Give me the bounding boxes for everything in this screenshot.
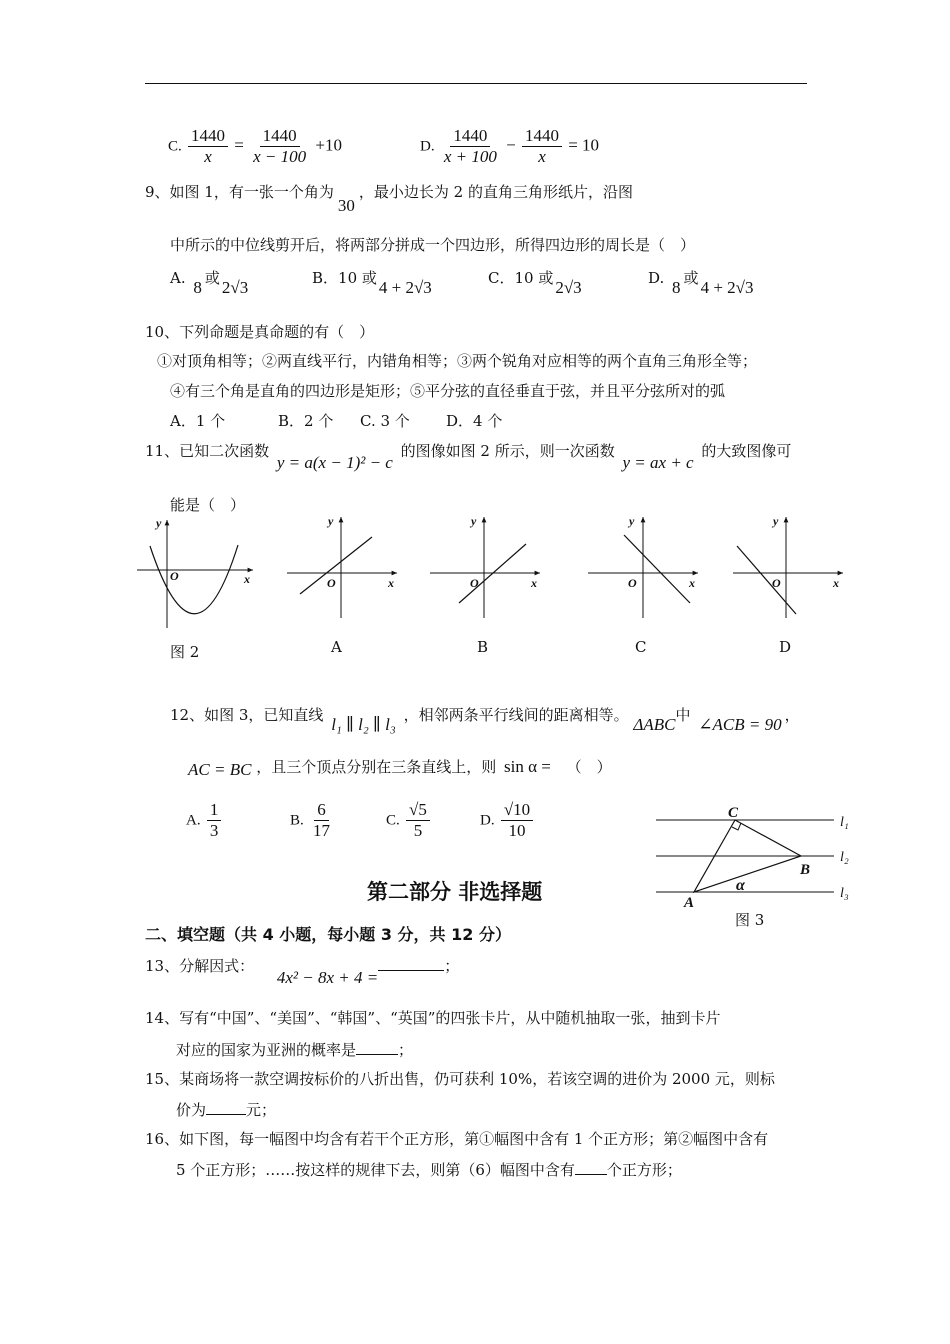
line-c (624, 535, 690, 603)
graph-b (430, 517, 540, 618)
label-l2: l₂ (840, 850, 849, 865)
q12-option-c: C. $\frac{√5}{5}$ (386, 800, 432, 841)
graph-d (733, 517, 843, 618)
part2-title: 第二部分 非选择题 (367, 880, 543, 904)
a-y-label: y (328, 514, 334, 528)
graph-c-label: C (635, 638, 647, 656)
q8-d-frac1: $\frac{1440}{x + 100}$ (443, 126, 497, 166)
vertex-a: A (684, 895, 695, 911)
graph-a-label: A (331, 638, 342, 656)
q14-line1: 14、写有“中国”、“美国”、“韩国”、“英国”的四张卡片，从中随机抽取一张，抽到卡片 (145, 1009, 721, 1027)
q16-line2: 5 个正方形；……按这样的规律下去，则第（6）幅图中含有 个正方形； (176, 1161, 682, 1179)
line-d (737, 546, 796, 614)
q12-parallel-lines: l₁ ∥ l₂ ∥ l₃ (331, 715, 396, 734)
fig3-caption: 图 3 (735, 911, 765, 929)
q11-line1: 11、已知二次函数 y = a(x − 1)² − c 的图像如图 2 所示，则一次函数 y = ax + c 的大致图像可 (145, 442, 792, 472)
label-l3: l₃ (840, 886, 849, 901)
fig2-origin: O (170, 569, 179, 583)
q9-option-c: C．10 或 2√3 (488, 269, 582, 297)
q10-option-c: C. 3 个 (360, 412, 410, 430)
fig2-caption: 图 2 (170, 643, 200, 661)
q12-triangle: ΔABC (633, 715, 676, 734)
q12-angle: ∠ACB = 90 (698, 715, 782, 734)
fig2-parabola-graph (137, 520, 253, 628)
vertex-b: B (800, 862, 811, 878)
graph-a (287, 517, 397, 618)
q12-option-b: B. $\frac{6}{17}$ (290, 800, 331, 840)
q10-option-b: B．2 个 (278, 412, 334, 430)
q8-c-frac2: $\frac{1440}{x - 100}$ (253, 126, 307, 166)
q8-c-eq: = (234, 135, 244, 155)
label-l1: l₁ (840, 815, 849, 830)
q11-line2: 能是（ ） (170, 496, 246, 514)
d-origin: O (772, 576, 781, 590)
q12-line1: 12、如图 3，已知直线 l₁ ∥ l₂ ∥ l₃ ，相邻两条平行线间的距离相等。 ΔABC中 ∠ACB = 90 ， (170, 706, 800, 734)
q9-line1: 9、如图 1，有一张一个角为30，最小边长为 2 的直角三角形纸片，沿图 (145, 183, 633, 215)
q13-expression: 4x² − 8x + 4 = (276, 968, 379, 987)
q11-quadratic: y = a(x − 1)² − c (276, 453, 393, 472)
a-origin: O (327, 576, 336, 590)
q16-line1: 16、如下图，每一幅图中均含有若干个正方形，第①幅图中含有 1 个正方形；第②幅图中含有 (145, 1130, 769, 1148)
vertex-c: C (728, 805, 739, 821)
section2-heading: 二、填空题（共 4 小题，每小题 3 分，共 12 分） (145, 925, 511, 944)
q10-option-a: A．1 个 (170, 412, 226, 430)
q9-line2: 中所示的中位线剪开后，将两部分拼成一个四边形，所得四边形的周长是（ ） (170, 236, 696, 254)
q14-line2: 对应的国家为亚洲的概率是 ； (176, 1041, 414, 1059)
c-x-label: x (689, 576, 695, 590)
angle-alpha: α (736, 877, 745, 894)
q15-answer-blank[interactable] (206, 1099, 246, 1115)
c-y-label: y (629, 514, 635, 528)
graph-b-label: B (477, 638, 489, 656)
q8-c-tail: +10 (315, 135, 342, 155)
q13-answer-blank[interactable] (378, 955, 444, 971)
q8-d-label: D. (420, 138, 435, 155)
q8-c-frac1: $\frac{1440}{x}$ (188, 126, 228, 167)
q15-line2: 价为 元； (176, 1101, 277, 1119)
d-x-label: x (833, 576, 839, 590)
q8-d-tail: = 10 (568, 135, 600, 155)
q10-stem: 10、下列命题是真命题的有（ ） (145, 323, 375, 341)
q12-option-a: A. $\frac{1}{3}$ (186, 800, 223, 841)
q9-option-a: A. 8 或 2√3 (170, 269, 249, 297)
b-x-label: x (531, 576, 537, 590)
q9-option-d: D. 8 或 4 + 2√3 (648, 269, 754, 297)
b-y-label: y (471, 514, 477, 528)
line-a (300, 537, 372, 594)
fig2-x-label: x (244, 572, 250, 586)
q12-condition: AC = BC (188, 760, 252, 779)
q12-line2: AC = BC ，且三个顶点分别在三条直线上，则 sin α = （ ） (188, 757, 612, 779)
a-x-label: x (388, 576, 394, 590)
q12-option-d: D. $\frac{√10}{10}$ (480, 800, 535, 841)
q8-c-label: C. (168, 138, 182, 155)
q12-sin: sin α = (504, 757, 551, 776)
d-y-label: y (773, 514, 779, 528)
b-origin: O (470, 576, 479, 590)
parabola-curve (150, 545, 238, 614)
q8-d-minus: − (506, 135, 516, 155)
fig2-y-label: y (156, 516, 162, 530)
q10-line1: ①对顶角相等；②两直线平行，内错角相等；③两个锐角对应相等的两个直角三角形全等； (157, 352, 758, 370)
q9-angle: 30 (337, 196, 355, 215)
graph-c (588, 517, 698, 618)
q8-d-frac2: $\frac{1440}{x}$ (522, 126, 562, 167)
q9-option-b: B．10 或 4 + 2√3 (312, 269, 432, 297)
q10-option-d: D．4 个 (446, 412, 503, 430)
q13: 13、分解因式： 4x² − 8x + 4 =； (145, 957, 460, 987)
c-origin: O (628, 576, 637, 590)
q11-linear: y = ax + c (622, 453, 694, 472)
q14-answer-blank[interactable] (356, 1039, 398, 1055)
q10-line2: ④有三个角是直角的四边形是矩形；⑤平分弦的直径垂直于弦，并且平分弦所对的弧 (170, 382, 726, 400)
q15-line1: 15、某商场将一款空调按标价的八折出售，仍可获利 10%，若该空调的进价为 2000 元，则标 (145, 1070, 775, 1088)
q16-answer-blank[interactable] (575, 1159, 607, 1175)
graph-d-label: D (779, 638, 792, 656)
